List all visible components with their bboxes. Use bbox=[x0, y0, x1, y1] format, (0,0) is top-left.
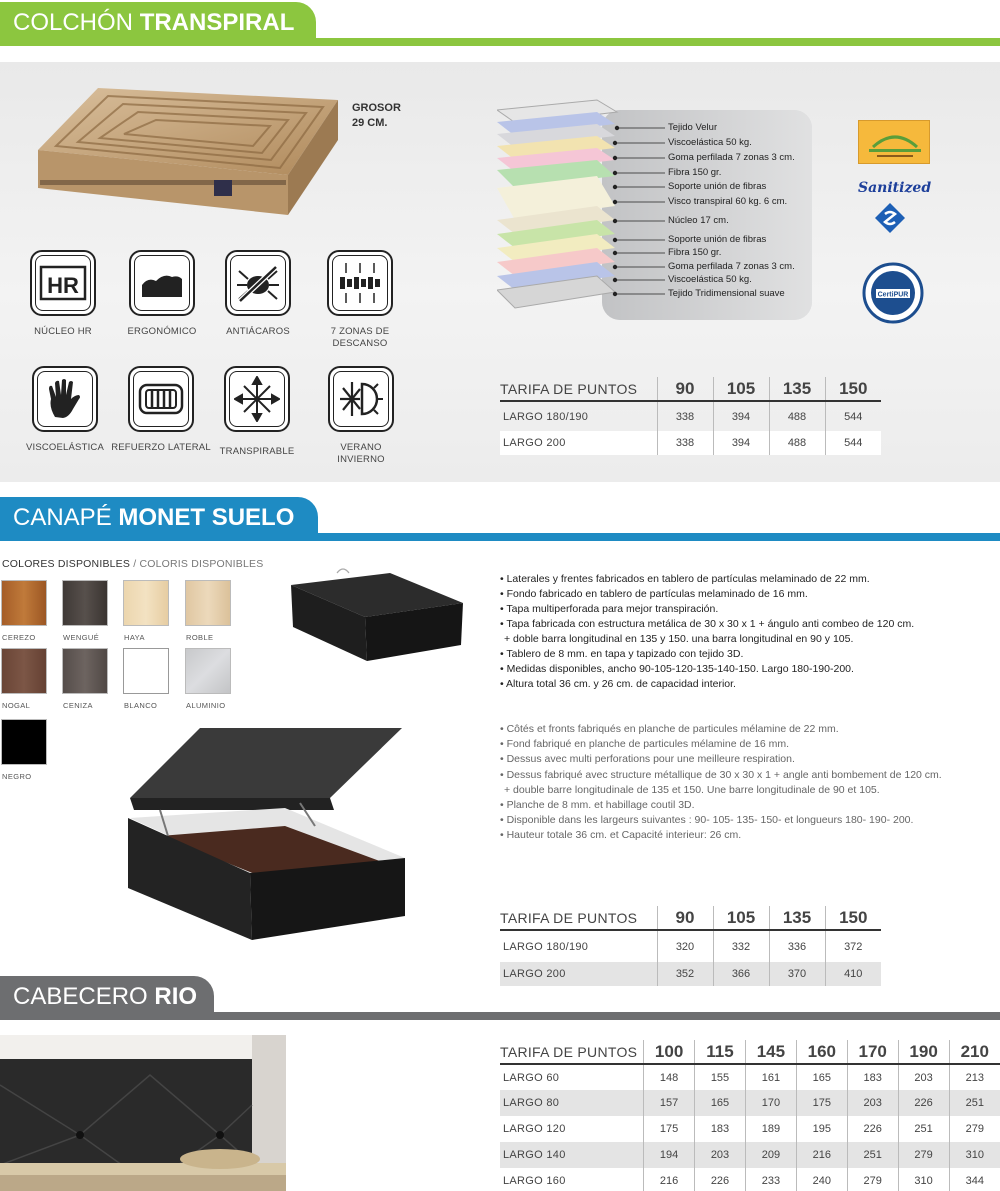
table-cell: 310 bbox=[898, 1168, 949, 1191]
feature-label: 7 ZONAS DE DESCANSO bbox=[330, 326, 390, 349]
table-row bbox=[500, 431, 881, 455]
table-cell: 226 bbox=[695, 1168, 746, 1191]
feature-viscoelastic bbox=[10, 366, 120, 454]
list-item: • Planche de 8 mm. et habillage coutil 3D. bbox=[500, 799, 695, 812]
table-label: TARIFA DE PUNTOS bbox=[500, 377, 657, 401]
table-col-header: 145 bbox=[745, 1040, 796, 1064]
canape-header bbox=[0, 497, 318, 539]
colors-title bbox=[2, 558, 263, 570]
certipur-logo bbox=[862, 262, 924, 324]
table-row bbox=[500, 1116, 1000, 1142]
swatch-label: BLANCO bbox=[124, 701, 158, 710]
swatch-label: CEREZO bbox=[2, 633, 36, 642]
table-cell: 216 bbox=[796, 1142, 847, 1168]
features-list-fr bbox=[500, 722, 942, 844]
canape-closed-image bbox=[285, 565, 465, 665]
table-col-header: 90 bbox=[657, 377, 713, 401]
layer-label: Goma perfilada 7 zonas 3 cm. bbox=[668, 152, 795, 163]
table-cell: 226 bbox=[898, 1090, 949, 1116]
table-col-header: 105 bbox=[713, 906, 769, 930]
feature-hr bbox=[8, 250, 118, 338]
table-col-header: 170 bbox=[847, 1040, 898, 1064]
table-cell: 279 bbox=[949, 1116, 1000, 1142]
swatch-label: NOGAL bbox=[2, 701, 31, 710]
swatch-label: CENIZA bbox=[63, 701, 93, 710]
list-item: • Tapa fabricada con estructura metálica de 30 x 30 x 1 + ángulo anti combeo de 120 cm. bbox=[500, 618, 915, 630]
color-swatch-nogal[interactable] bbox=[1, 648, 47, 694]
table-col-header: 190 bbox=[898, 1040, 949, 1064]
feature-side-reinforcement bbox=[106, 366, 216, 454]
feature-label: VISCOELÁSTICA bbox=[25, 442, 105, 453]
cabecero-title-light: CABECERO bbox=[13, 983, 155, 1010]
table-cell: 352 bbox=[657, 962, 713, 986]
price-table-canape bbox=[500, 906, 881, 986]
hand-print-icon bbox=[43, 377, 87, 421]
row-label: LARGO 140 bbox=[500, 1142, 644, 1168]
colchon-title-bold: TRANSPIRAL bbox=[139, 9, 295, 36]
table-row bbox=[500, 1142, 1000, 1168]
table-cell: 251 bbox=[898, 1116, 949, 1142]
colors-title-sub: / COLORIS DISPONIBLES bbox=[130, 558, 264, 570]
table-col-header: 135 bbox=[769, 377, 825, 401]
table-cell: 213 bbox=[949, 1064, 1000, 1090]
summer-winter-icon bbox=[338, 376, 384, 422]
table-row bbox=[500, 1064, 1000, 1090]
list-item: • Medidas disponibles, ancho 90-105-120-135-140-150. Largo 180-190-200. bbox=[500, 663, 854, 675]
table-cell: 183 bbox=[847, 1064, 898, 1090]
table-cell: 148 bbox=[644, 1064, 695, 1090]
feature-label: VERANO INVIERNO bbox=[337, 442, 385, 465]
table-cell: 209 bbox=[745, 1142, 796, 1168]
grosor-value: 29 CM. bbox=[352, 117, 388, 129]
table-cell: 279 bbox=[898, 1142, 949, 1168]
swatch-label: WENGUÉ bbox=[63, 633, 100, 642]
certipur-text: CertiPUR bbox=[877, 291, 909, 299]
layer-label: Soporte unión de fibras bbox=[668, 181, 767, 192]
table-col-header: 105 bbox=[713, 377, 769, 401]
canape-title-bold: MONET SUELO bbox=[118, 504, 295, 531]
table-cell: 240 bbox=[796, 1168, 847, 1191]
list-item: + double barre longitudinale de 135 et 150. Une barre longitudinale de 90 et 105. bbox=[504, 783, 880, 796]
color-swatch-negro[interactable] bbox=[1, 719, 47, 765]
table-cell: 338 bbox=[657, 401, 713, 431]
table-row bbox=[500, 1168, 1000, 1191]
colors-title-main: COLORES DISPONIBLES bbox=[2, 558, 131, 570]
table-col-header: 160 bbox=[796, 1040, 847, 1064]
feature-anti-mite bbox=[203, 250, 313, 338]
table-cell: 488 bbox=[769, 401, 825, 431]
layer-label: Fibra 150 gr. bbox=[668, 167, 722, 178]
feature-seven-zones bbox=[305, 250, 415, 350]
table-row bbox=[500, 930, 881, 962]
table-cell: 366 bbox=[713, 962, 769, 986]
layer-label: Soporte unión de fibras bbox=[668, 234, 767, 245]
table-cell: 344 bbox=[949, 1168, 1000, 1191]
headboard-photo bbox=[0, 1035, 286, 1191]
list-item: + doble barra longitudinal en 135 y 150. una barra longitudinal en 90 y 105. bbox=[504, 633, 854, 645]
table-row bbox=[500, 962, 881, 986]
table-cell: 194 bbox=[644, 1142, 695, 1168]
table-label: TARIFA DE PUNTOS bbox=[500, 906, 657, 930]
swatch-label: NEGRO bbox=[2, 772, 32, 781]
table-cell: 338 bbox=[657, 431, 713, 455]
list-item: • Dessus avec multi perforations pour une meilleure respiration. bbox=[500, 753, 795, 766]
color-swatch-cerezo[interactable] bbox=[1, 580, 47, 626]
layer-label: Tejido Velur bbox=[668, 122, 718, 133]
list-item: • Fond fabriqué en planche de particules mélamine de 16 mm. bbox=[500, 738, 790, 751]
feature-label: ANTIÁCAROS bbox=[226, 326, 290, 337]
hr-icon bbox=[39, 263, 87, 303]
feature-label: ERGONÓMICO bbox=[127, 326, 197, 337]
ergonomic-icon bbox=[138, 263, 186, 303]
table-cell: 189 bbox=[745, 1116, 796, 1142]
table-cell: 175 bbox=[644, 1116, 695, 1142]
grosor-label: GROSOR bbox=[352, 102, 401, 114]
table-cell: 233 bbox=[745, 1168, 796, 1191]
table-cell: 170 bbox=[745, 1090, 796, 1116]
swatch-label: HAYA bbox=[124, 633, 145, 642]
feature-label: TRANSPIRABLE bbox=[219, 446, 295, 457]
seven-zones-icon bbox=[336, 261, 384, 305]
layer-label: Visco transpiral 60 kg. 6 cm. bbox=[668, 196, 788, 207]
table-cell: 544 bbox=[825, 401, 881, 431]
table-col-header: 150 bbox=[825, 906, 881, 930]
row-label: LARGO 160 bbox=[503, 1175, 566, 1187]
table-cell: 226 bbox=[847, 1116, 898, 1142]
row-label: LARGO 120 bbox=[503, 1123, 566, 1135]
list-item: • Dessus fabriqué avec structure métallique de 30 x 30 x 1 + angle anti bombement de 120 cm. bbox=[500, 768, 942, 781]
color-swatch-haya[interactable] bbox=[123, 580, 169, 626]
list-item: • Laterales y frentes fabricados en tablero de partículas melaminado de 22 mm. bbox=[500, 573, 870, 585]
list-item: • Fondo fabricado en tablero de partículas melaminado de 16 mm. bbox=[500, 588, 808, 600]
layer-label: Tejido Tridimensional suave bbox=[668, 288, 785, 299]
layer-label: Goma perfilada 7 zonas 3 cm. bbox=[668, 261, 795, 272]
list-item: • Hauteur totale 36 cm. et Capacité interieur: 26 cm. bbox=[500, 829, 742, 842]
table-cell: 216 bbox=[644, 1168, 695, 1191]
table-cell: 370 bbox=[769, 962, 825, 986]
breathable-arrows-icon bbox=[234, 376, 280, 422]
sanitized-logo: Sanitized bbox=[858, 180, 932, 196]
row-label: LARGO 180/190 bbox=[503, 410, 589, 423]
table-cell: 175 bbox=[796, 1090, 847, 1116]
mattress-thickness bbox=[352, 101, 401, 131]
table-cell: 310 bbox=[949, 1142, 1000, 1168]
list-item: • Tapa multiperforada para mejor transpiración. bbox=[500, 603, 719, 615]
table-col-header: 210 bbox=[949, 1040, 1000, 1064]
table-label: TARIFA DE PUNTOS bbox=[500, 1040, 644, 1064]
feature-label: REFUERZO LATERAL bbox=[111, 442, 211, 453]
table-cell: 203 bbox=[898, 1064, 949, 1090]
canape-open-image bbox=[120, 718, 420, 948]
table-col-header: 150 bbox=[825, 377, 881, 401]
table-cell: 336 bbox=[769, 930, 825, 962]
layer-label: Viscoelástica 50 kg. bbox=[668, 274, 752, 285]
row-label: LARGO 200 bbox=[500, 431, 657, 455]
layer-label: Fibra 150 gr. bbox=[668, 247, 722, 258]
table-cell: 157 bbox=[644, 1090, 695, 1116]
table-cell: 203 bbox=[695, 1142, 746, 1168]
table-row bbox=[500, 401, 881, 431]
comfort-certificate-logo bbox=[858, 120, 930, 164]
table-col-header: 100 bbox=[644, 1040, 695, 1064]
feature-label: NÚCLEO HR bbox=[34, 326, 92, 337]
cabecero-title-bold: RIO bbox=[154, 983, 198, 1010]
table-cell: 372 bbox=[825, 930, 881, 962]
price-table-cabecero bbox=[500, 1040, 1000, 1191]
table-cell: 394 bbox=[713, 401, 769, 431]
table-cell: 332 bbox=[713, 930, 769, 962]
swatch-label: ROBLE bbox=[186, 633, 214, 642]
table-cell: 488 bbox=[769, 431, 825, 455]
swatch-label: ALUMINIO bbox=[186, 701, 226, 710]
mattress-image bbox=[38, 80, 338, 220]
layer-label: Núcleo 17 cm. bbox=[668, 215, 729, 226]
table-cell: 544 bbox=[825, 431, 881, 455]
feature-summer-winter bbox=[306, 366, 416, 466]
row-label: LARGO 200 bbox=[500, 962, 657, 986]
list-item: • Disponible dans les largeurs suivantes : 90- 105- 135- 150- et longueurs 180- 190- 200. bbox=[500, 814, 914, 827]
table-cell: 195 bbox=[796, 1116, 847, 1142]
table-cell: 165 bbox=[695, 1090, 746, 1116]
list-item: • Tablero de 8 mm. en tapa y tapizado con tejido 3D. bbox=[500, 648, 744, 660]
table-row bbox=[500, 1090, 1000, 1116]
price-table-colchon bbox=[500, 377, 881, 455]
sanitized-shield-icon bbox=[874, 202, 906, 234]
table-cell: 203 bbox=[847, 1090, 898, 1116]
table-cell: 394 bbox=[713, 431, 769, 455]
color-swatch-ceniza[interactable] bbox=[62, 648, 108, 694]
table-cell: 320 bbox=[657, 930, 713, 962]
feature-ergonomic bbox=[107, 250, 217, 338]
table-col-header: 135 bbox=[769, 906, 825, 930]
table-cell: 161 bbox=[745, 1064, 796, 1090]
color-swatch-aluminio[interactable] bbox=[185, 648, 231, 694]
list-item: • Côtés et fronts fabriqués en planche de particules mélamine de 22 mm. bbox=[500, 723, 839, 735]
table-cell: 183 bbox=[695, 1116, 746, 1142]
canape-title-light: CANAPÉ bbox=[13, 504, 119, 531]
table-cell: 279 bbox=[847, 1168, 898, 1191]
row-label: LARGO 180/190 bbox=[503, 940, 589, 953]
feature-breathable bbox=[202, 366, 312, 458]
side-reinforcement-icon bbox=[137, 379, 185, 419]
row-label: LARGO 80 bbox=[500, 1090, 644, 1116]
row-label: LARGO 60 bbox=[503, 1071, 560, 1084]
layer-label: Viscoelástica 50 kg. bbox=[668, 137, 752, 148]
anti-mite-icon bbox=[234, 261, 282, 305]
color-swatch-roble[interactable] bbox=[185, 580, 231, 626]
table-col-header: 90 bbox=[657, 906, 713, 930]
color-swatch-blanco[interactable] bbox=[123, 648, 169, 694]
table-cell: 410 bbox=[825, 962, 881, 986]
table-cell: 155 bbox=[695, 1064, 746, 1090]
color-swatch-wengue[interactable] bbox=[62, 580, 108, 626]
svg-text:HR: HR bbox=[47, 273, 79, 298]
table-cell: 251 bbox=[847, 1142, 898, 1168]
list-item: • Altura total 36 cm. y 26 cm. de capacidad interior. bbox=[500, 678, 736, 690]
colchon-title-light: COLCHÓN bbox=[13, 9, 140, 36]
table-col-header: 115 bbox=[695, 1040, 746, 1064]
colchon-header bbox=[0, 2, 316, 44]
features-list-es bbox=[500, 572, 914, 692]
table-cell: 165 bbox=[796, 1064, 847, 1090]
cabecero-header bbox=[0, 976, 214, 1018]
table-cell: 251 bbox=[949, 1090, 1000, 1116]
